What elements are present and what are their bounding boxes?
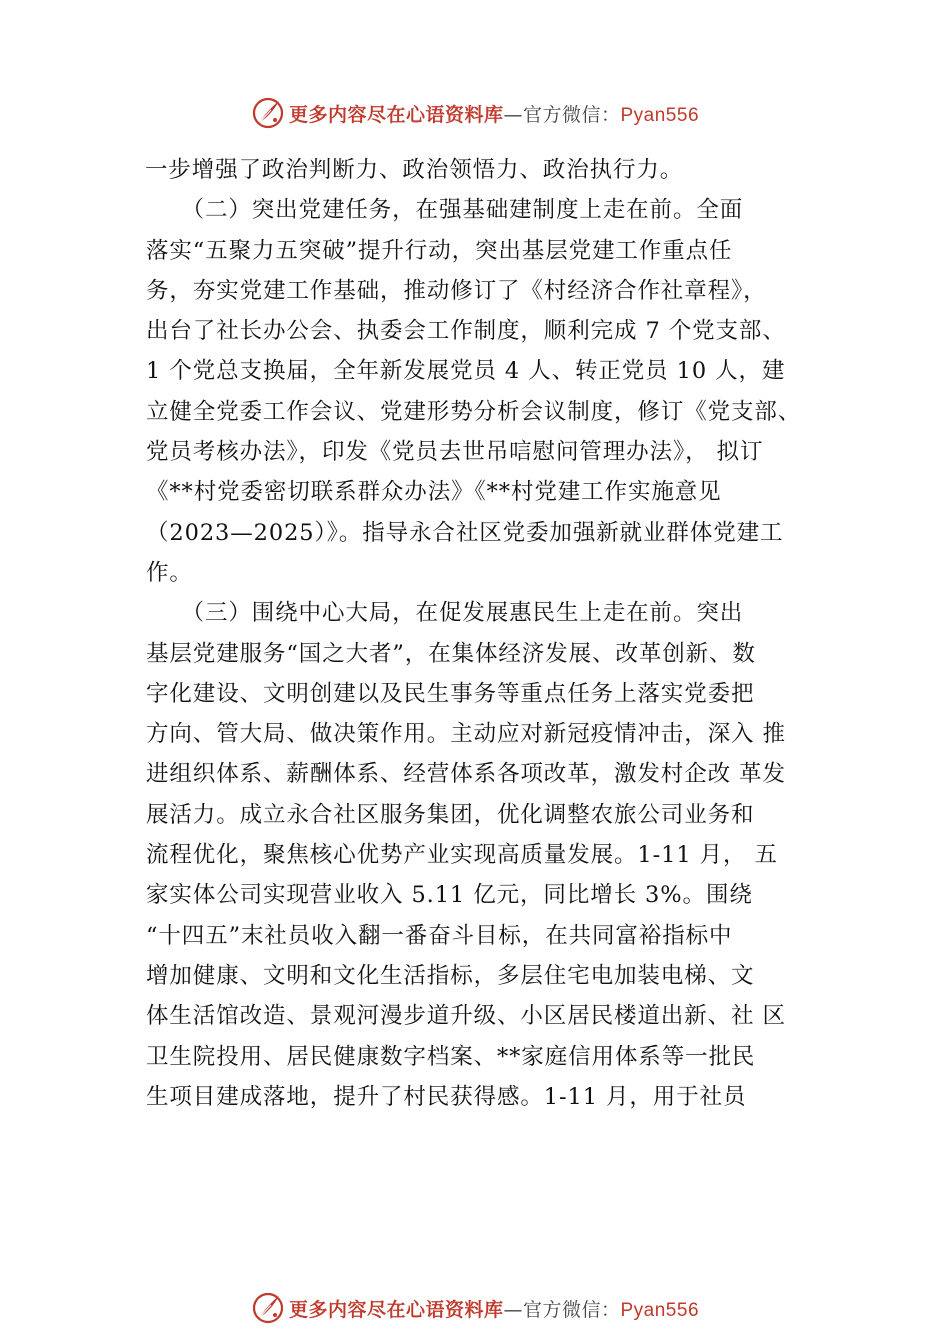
quill-circle-logo-icon xyxy=(251,96,285,130)
text-line: 作。 xyxy=(146,559,193,586)
header-text xyxy=(289,100,699,127)
quill-circle-logo-icon xyxy=(251,1291,285,1325)
footer-banner xyxy=(0,1290,950,1326)
text-line: 方向、管大局、做决策作用。主动应对新冠疫情冲击，深入 推 xyxy=(146,721,786,748)
text-line: 党员考核办法》，印发《党员去世吊唁慰问管理办法》， 拟订 xyxy=(146,439,764,466)
text-line: 字化建设、文明创建以及民生事务等重点任务上落实党委把 xyxy=(146,680,755,707)
text-line: （二）突出党建任务，在强基础建制度上走在前。全面 xyxy=(146,197,744,224)
text-line: 家实体公司实现营业收入 5.11 亿元，同比增长 3%。围绕 xyxy=(146,882,753,909)
text-line: 出台了社长办公会、执委会工作制度，顺利完成 7 个党支部、 xyxy=(146,318,786,345)
text-line: 立健全党委工作会议、党建形势分析会议制度，修订《党支部、 xyxy=(146,398,802,425)
text-line: 增加健康、文明和文化生活指标，多层住宅电加装电梯、文 xyxy=(146,962,755,989)
text-line: 《**村党委密切联系群众办法》《**村党建工作实施意见 xyxy=(146,479,722,506)
header-id: Pyan556 xyxy=(620,104,700,126)
text-line: 展活力。成立永合社区服务集团，优化调整农旅公司业务和 xyxy=(146,801,755,828)
document-body xyxy=(146,150,810,1117)
header-official: —官方微信： xyxy=(503,103,621,126)
footer-official: —官方微信： xyxy=(503,1298,621,1321)
text-line: 体生活馆改造、景观河漫步道升级、小区居民楼道出新、社 区 xyxy=(146,1003,786,1030)
text-line: 1 个党总支换届，全年新发展党员 4 人、转正党员 10 人，建 xyxy=(146,358,786,385)
text-line: 流程优化，聚焦核心优势产业实现高质量发展。1-11 月， 五 xyxy=(146,842,778,869)
text-line: 务，夯实党建工作基础，推动修订了《村经济合作社章程》， xyxy=(146,277,767,304)
text-line: 卫生院投用、居民健康数字档案、**家庭信用体系等一批民 xyxy=(146,1043,756,1070)
text-line: 落实“五聚力五突破”提升行动，突出基层党建工作重点任 xyxy=(146,237,733,264)
footer-brand: 更多内容尽在心语资料库 xyxy=(288,1298,504,1321)
header-brand: 更多内容尽在心语资料库 xyxy=(288,103,504,126)
footer-text xyxy=(289,1295,699,1322)
text-line: 一步增强了政治判断力、政治领悟力、政治执行力。 xyxy=(145,157,684,183)
text-line: “十四五”末社员收入翻一番奋斗目标，在共同富裕指标中 xyxy=(146,922,733,949)
text-line: （2023—2025）》。指导永合社区党委加强新就业群体党建工 xyxy=(146,519,784,546)
text-line: （三）围绕中心大局，在促发展惠民生上走在前。突出 xyxy=(146,600,744,627)
text-line: 生项目建成落地，提升了村民获得感。1-11 月，用于社员 xyxy=(146,1083,747,1110)
header-banner xyxy=(0,95,950,131)
footer-id: Pyan556 xyxy=(620,1299,700,1321)
text-line: 进组织体系、薪酬体系、经营体系各项改革，激发村企改 革发 xyxy=(146,761,786,788)
text-line: 基层党建服务“国之大者”，在集体经济发展、改革创新、数 xyxy=(146,640,756,667)
